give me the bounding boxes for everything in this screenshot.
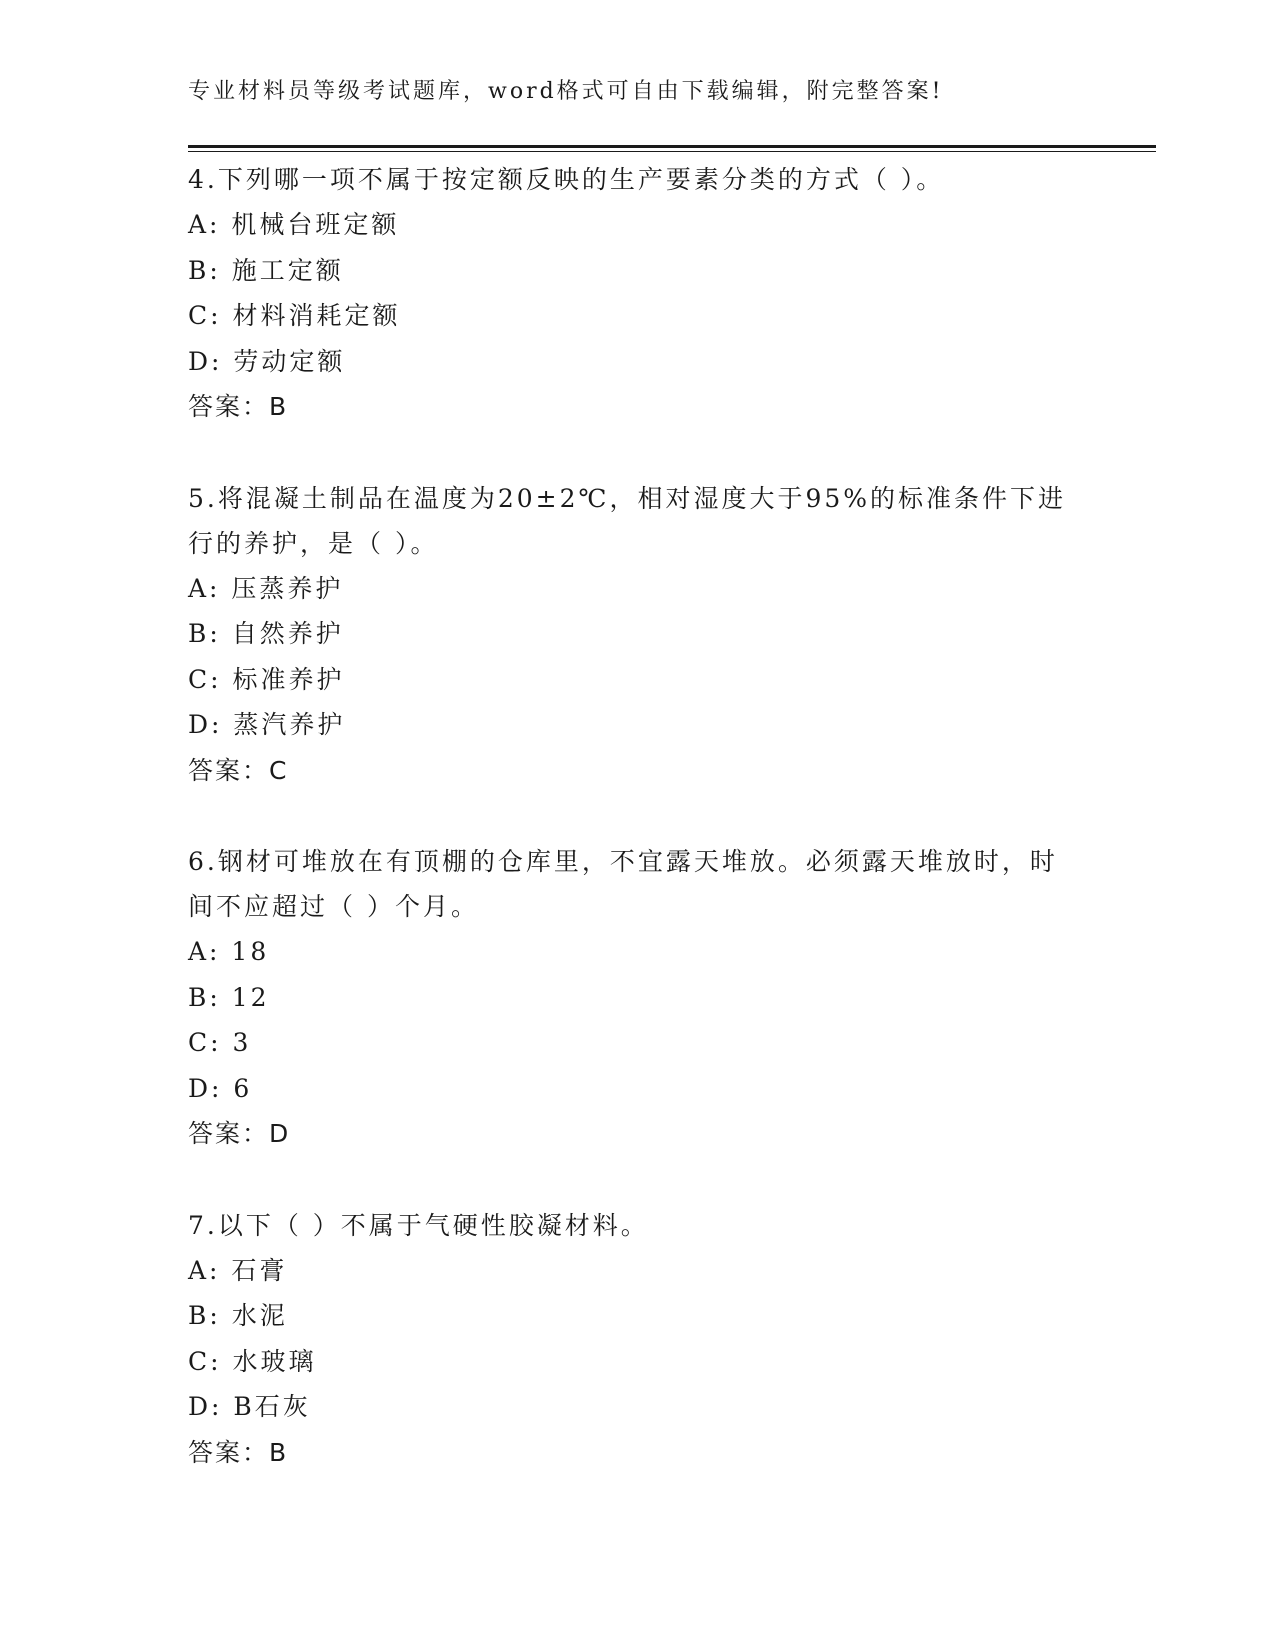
option-c: C: 材料消耗定额 bbox=[188, 301, 401, 330]
question-stem: 5.将混凝土制品在温度为20±2℃，相对湿度大于95%的标准条件下进行的养护，是（ ）。 bbox=[188, 483, 1067, 558]
option-a: A: 石膏 bbox=[188, 1255, 288, 1285]
question-4 bbox=[188, 157, 1088, 430]
option-a: A: 18 bbox=[188, 937, 270, 966]
option-b: B: 12 bbox=[188, 982, 270, 1012]
page-header: 专业材料员等级考试题库，word格式可自由下载编辑，附完整答案! bbox=[188, 79, 944, 104]
option-b: B: 施工定额 bbox=[188, 255, 344, 285]
header-rule-thick bbox=[188, 145, 1156, 148]
question-spacer bbox=[188, 1157, 1088, 1203]
answer-line: 答案：B bbox=[188, 392, 289, 421]
option-b: B: 水泥 bbox=[188, 1301, 288, 1330]
option-d: D: 6 bbox=[188, 1073, 253, 1103]
question-spacer bbox=[188, 793, 1088, 839]
question-stem: 6.钢材可堆放在有顶棚的仓库里，不宜露天堆放。必须露天堆放时，时间不应超过（ ）个月。 bbox=[188, 847, 1058, 921]
question-list bbox=[188, 157, 1088, 1475]
answer-line: 答案：D bbox=[188, 1119, 291, 1148]
question-stem: 4.下列哪一项不属于按定额反映的生产要素分类的方式（ ）。 bbox=[188, 165, 945, 194]
question-7 bbox=[188, 1203, 1088, 1476]
option-a: A: 压蒸养护 bbox=[188, 573, 344, 603]
option-c: C: 3 bbox=[188, 1028, 252, 1057]
question-spacer bbox=[188, 430, 1088, 476]
option-d: D: 劳动定额 bbox=[188, 346, 346, 376]
answer-line: 答案：C bbox=[188, 755, 289, 785]
question-stem: 7.以下（ ）不属于气硬性胶凝材料。 bbox=[188, 1210, 649, 1240]
option-c: C: 水玻璃 bbox=[188, 1346, 317, 1376]
header-rule-thin bbox=[188, 151, 1156, 152]
question-5 bbox=[188, 476, 1088, 794]
answer-line: 答案：B bbox=[188, 1437, 289, 1467]
option-a: A: 机械台班定额 bbox=[188, 210, 400, 239]
option-b: B: 自然养护 bbox=[188, 619, 344, 648]
option-d: D: 蒸汽养护 bbox=[188, 710, 346, 739]
question-6 bbox=[188, 839, 1088, 1157]
option-d: D: B石灰 bbox=[188, 1392, 311, 1421]
option-c: C: 标准养护 bbox=[188, 664, 345, 694]
